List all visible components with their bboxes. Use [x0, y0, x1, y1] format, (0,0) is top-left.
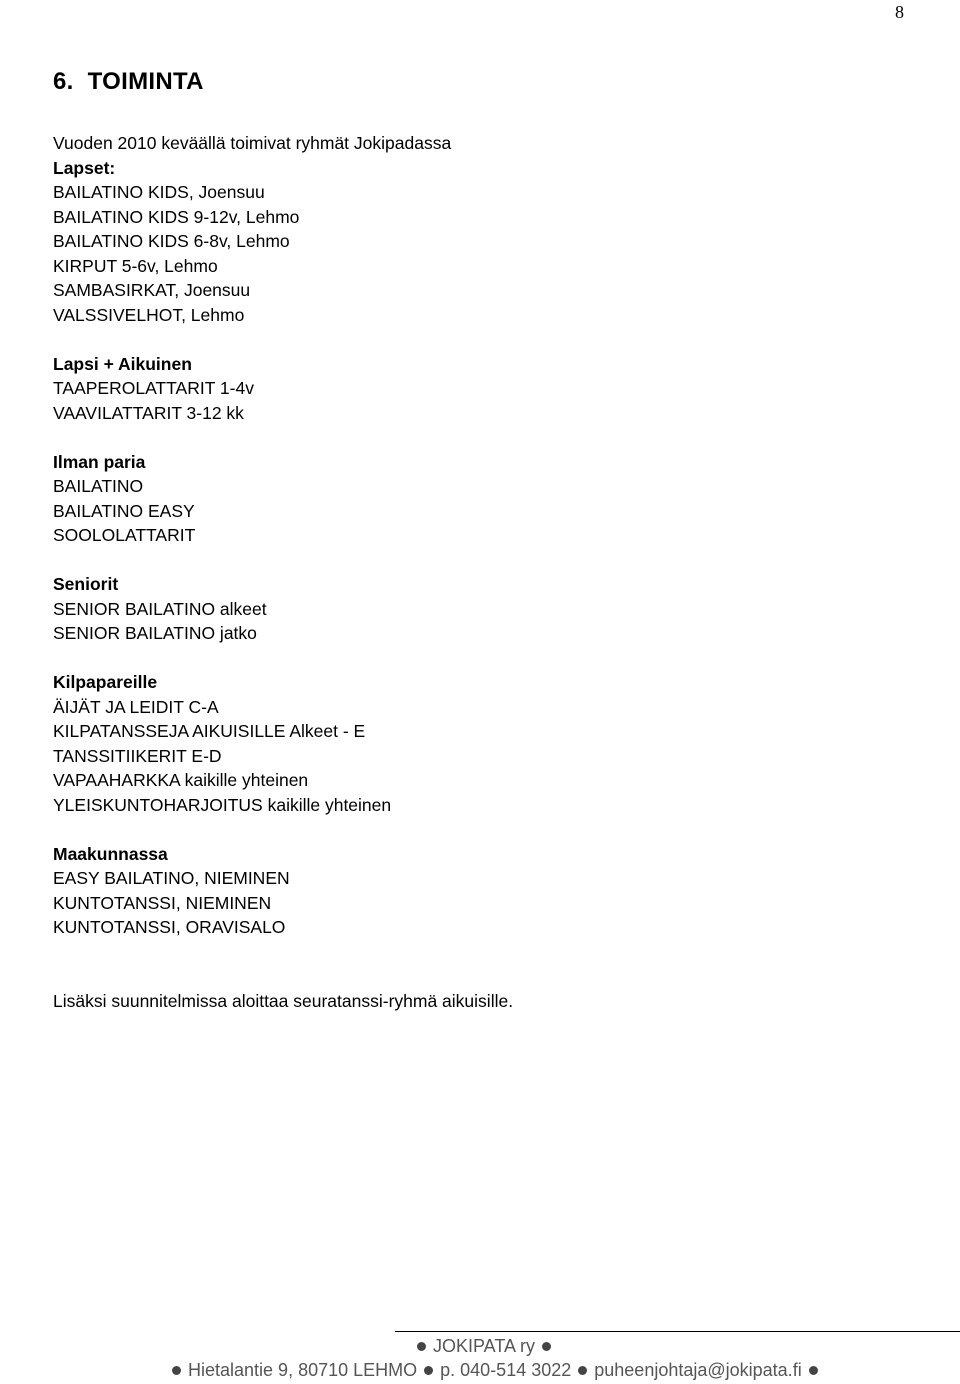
footer-address: Hietalantie 9, 80710 LEHMO: [188, 1360, 418, 1380]
footer-phone: p. 040-514 3022: [440, 1360, 572, 1380]
list-item: TANSSITIIKERIT E-D: [53, 745, 222, 766]
group-heading-seniorit: Seniorit: [53, 574, 119, 594]
bullet-icon: [542, 1342, 551, 1351]
list-item: SAMBASIRKAT, Joensuu: [53, 280, 251, 300]
spacer: [53, 327, 913, 352]
bullet-icon: [809, 1366, 818, 1375]
spacer: [53, 548, 913, 573]
group-heading-ilman-paria: Ilman paria: [53, 451, 146, 472]
section-heading: [53, 68, 204, 96]
list-item: KILPATANSSEJA AIKUISILLE Alkeet - E: [53, 721, 366, 741]
closing-text: Lisäksi suunnitelmissa aloittaa seuratanssi-ryhmä aikuisille.: [53, 990, 514, 1011]
group-heading-kilpapareille: Kilpapareille: [53, 672, 158, 692]
spacer: [53, 425, 913, 450]
list-item: TAAPEROLATTARIT 1-4v: [53, 378, 254, 398]
footer-email: puheenjohtaja@jokipata.fi: [594, 1360, 802, 1380]
list-item: BAILATINO KIDS, Joensuu: [53, 182, 265, 202]
list-item: VAPAAHARKKA kaikille yhteinen: [53, 770, 309, 790]
section-number: 6.: [53, 68, 74, 95]
page-number: 8: [895, 2, 904, 22]
bullet-icon: [578, 1366, 587, 1375]
list-item: VAAVILATTARIT 3-12 kk: [53, 402, 244, 423]
list-item: BAILATINO: [53, 476, 144, 496]
bullet-icon: [172, 1366, 181, 1375]
list-item: KUNTOTANSSI, NIEMINEN: [53, 892, 272, 913]
list-item: ÄIJÄT JA LEIDIT C-A: [53, 696, 219, 717]
list-item: BAILATINO KIDS 6-8v, Lehmo: [53, 231, 290, 251]
bullet-icon: [424, 1366, 433, 1375]
spacer: [53, 646, 913, 671]
intro-text: Vuoden 2010 keväällä toimivat ryhmät Jokipadassa: [53, 133, 452, 153]
footer-organization-line: [410, 1336, 960, 1357]
bullet-icon: [417, 1342, 426, 1351]
section-title: TOIMINTA: [87, 68, 204, 95]
list-item: EASY BAILATINO, NIEMINEN: [53, 868, 290, 888]
list-item: BAILATINO EASY: [53, 500, 195, 521]
list-item: VALSSIVELHOT, Lehmo: [53, 304, 245, 325]
list-item: YLEISKUNTOHARJOITUS kaikille yhteinen: [53, 794, 392, 815]
list-item: KIRPUT 5-6v, Lehmo: [53, 255, 218, 276]
list-item: SOOLOLATTARIT: [53, 525, 196, 545]
list-item: SENIOR BAILATINO jatko: [53, 623, 257, 643]
list-item: SENIOR BAILATINO alkeet: [53, 598, 267, 619]
group-heading-lapsi-aikuinen: Lapsi + Aikuinen: [53, 353, 192, 374]
footer-organization: JOKIPATA ry: [433, 1336, 536, 1356]
group-heading-maakunnassa: Maakunnassa: [53, 843, 168, 864]
footer-divider: [395, 1331, 960, 1332]
document-body: [53, 131, 913, 1013]
spacer: [53, 817, 913, 842]
group-heading-lapset: Lapset:: [53, 157, 116, 178]
spacer: [53, 940, 913, 989]
list-item: KUNTOTANSSI, ORAVISALO: [53, 917, 286, 937]
list-item: BAILATINO KIDS 9-12v, Lehmo: [53, 206, 300, 227]
footer-contact-line: [165, 1360, 960, 1381]
